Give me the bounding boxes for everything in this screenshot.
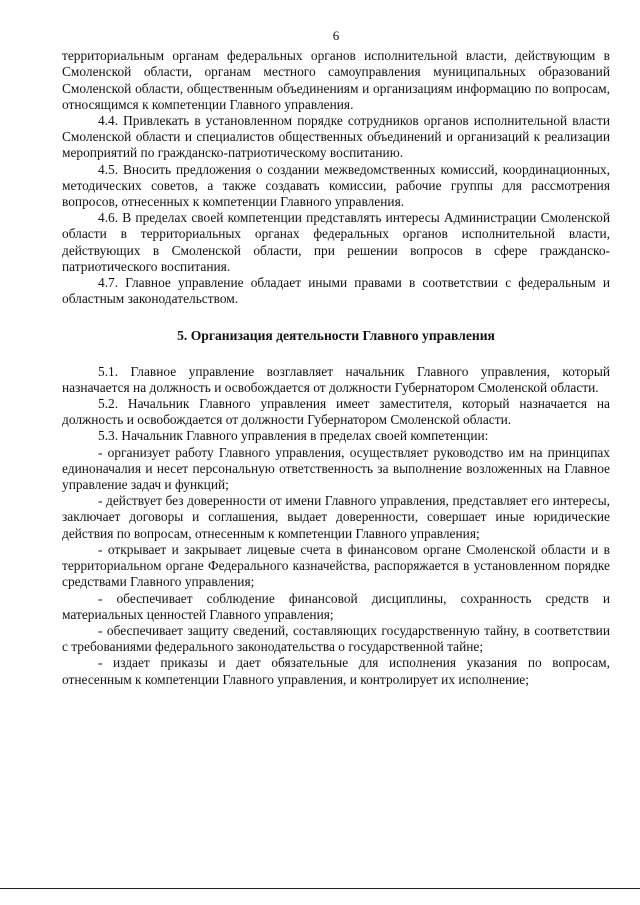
list-item-open-accounts: - открывает и закрывает лицевые счета в финансовом органе Смоленской области и в территориальном органе Федерального казначейства, распоряжается в установленном порядке средствами Главного управления; xyxy=(62,541,610,590)
paragraph-5-3: 5.3. Начальник Главного управления в пределах своей компетенции: xyxy=(98,428,489,444)
paragraph-5-1: 5.1. Главное управление возглавляет начальник Главного управления, который назначается на должность и освобождается от должности Губернатором Смоленской области. xyxy=(62,363,610,395)
paragraph-5-2: 5.2. Начальник Главного управления имеет заместителя, который назначается на должность и освобождается от должности Губернатором Смоленской области. xyxy=(62,396,610,428)
list-item-financial-discipline: - обеспечивает соблюдение финансовой дисциплины, сохранность средств и материальных ценностей Главного управления; xyxy=(62,590,610,622)
page-number: 6 xyxy=(332,28,340,43)
paragraph-4-3-continuation: территориальным органам федеральных органов исполнительной власти, действующим в Смоленской области, органам местного самоуправления муниципальных образований Смоленской области, общественным объединениям и организациям информацию по вопросам, относящимся к компетенции Главного управления. xyxy=(62,48,610,112)
list-item-organize-work: - организует работу Главного управления, осуществляет руководство им на принципах единоначалия и несет персональную ответственность за выполнение возложенных на Главное управление задач и функций; xyxy=(62,444,610,493)
section-heading: 5. Организация деятельности Главного управления xyxy=(177,328,495,344)
list-item-issue-orders: - издает приказы и дает обязательные для исполнения указания по вопросам, отнесенным к компетенции Главного управления, и контролирует их исполнение; xyxy=(62,655,610,687)
list-item-act-without-proxy: - действует без доверенности от имени Главного управления, представляет его интересы, заключает договоры и соглашения, выдает доверенности, совершает иные юридические действия по вопросам, отнесенным к компетенции Главного управления; xyxy=(62,493,610,541)
document-page xyxy=(62,28,610,688)
paragraph-4-6: 4.6. В пределах своей компетенции представлять интересы Администрации Смоленской области в территориальных органах федеральных органов исполнительной власти, действующих в Смоленской области, при решении вопросов в сфере гражданско-патриотического воспитания. xyxy=(62,210,610,274)
bottom-divider xyxy=(0,888,640,889)
paragraph-4-4: 4.4. Привлекать в установленном порядке сотрудников органов исполнительной власти Смоленской области и специалистов общественных объединений и организаций к реализации мероприятий по гражданско-патриотическому воспитанию. xyxy=(62,113,610,161)
paragraph-4-5: 4.5. Вносить предложения о создании межведомственных комиссий, координационных, методических советов, а также создавать комиссии, рабочие группы для рассмотрения вопросов, отнесенных к компетенции Главного управления. xyxy=(62,161,610,210)
list-item-state-secret: - обеспечивает защиту сведений, составляющих государственную тайну, в соответствии с требованиями федерального законодательства о государственной тайне; xyxy=(62,622,610,655)
paragraph-4-7: 4.7. Главное управление обладает иными правами в соответствии с федеральным и областным законодательством. xyxy=(62,275,610,307)
